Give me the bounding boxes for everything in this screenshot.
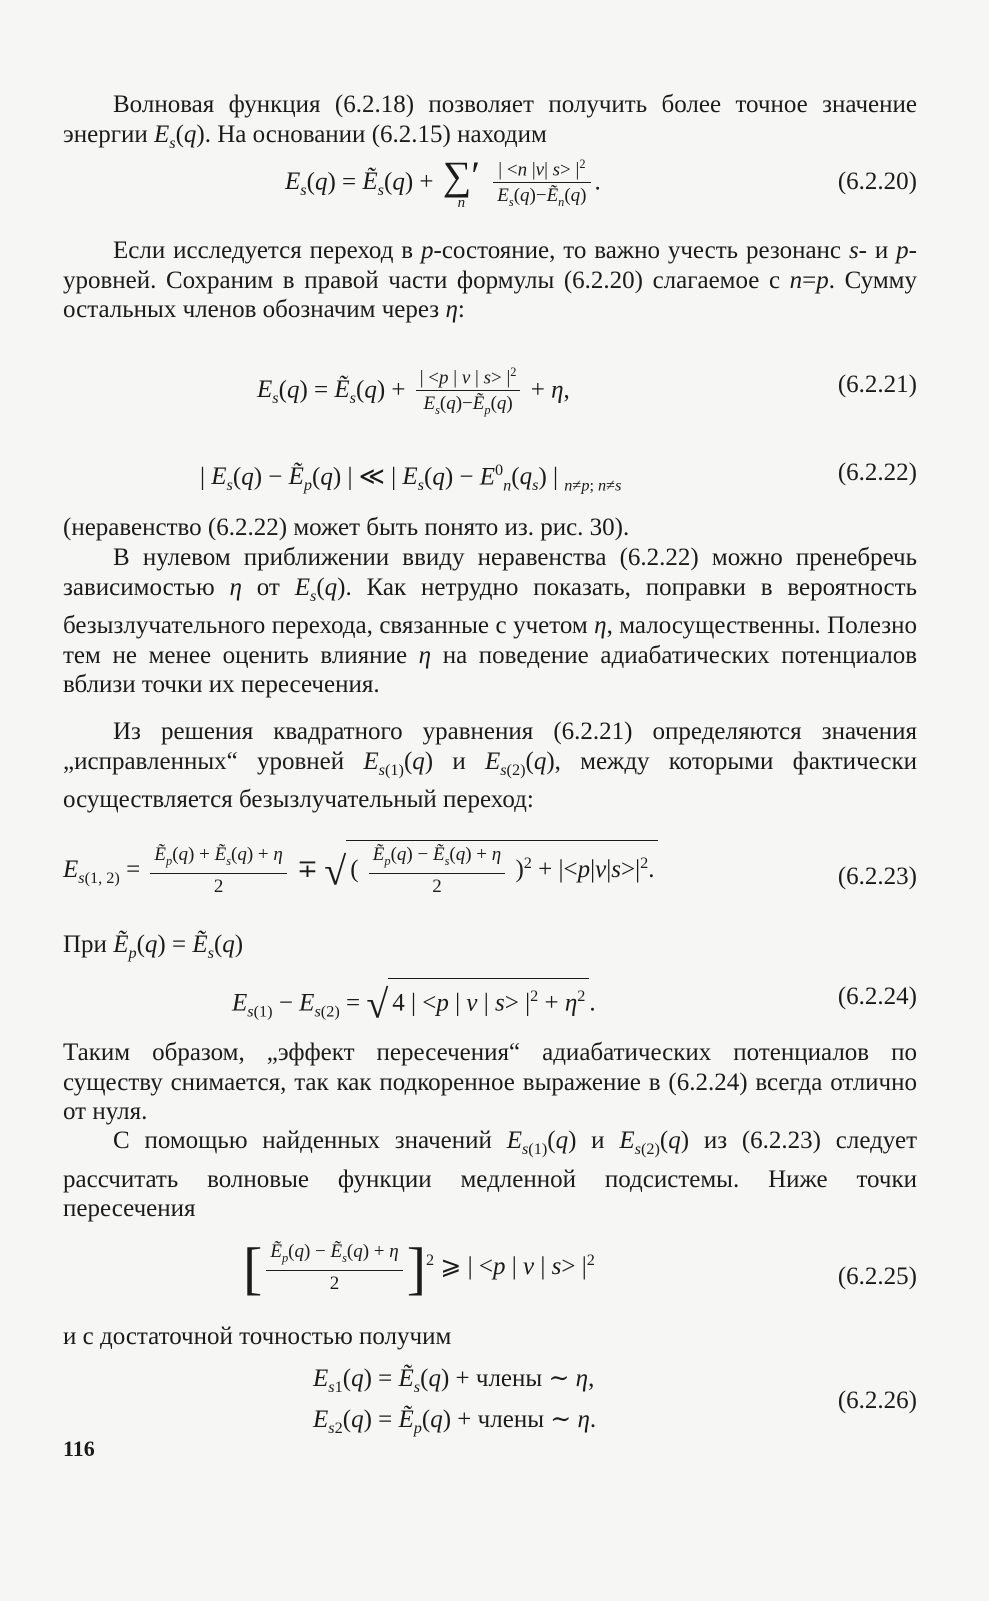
equation-number: (6.2.22) [837, 459, 917, 486]
equation-6-2-25: [ $\frac{Ẽ_p(q) - Ẽ_s(q) + \eta}{2}$ ]$^2$ ⩾ | <p | v | $s> |^2$ [243, 1235, 595, 1301]
paragraph-5: Из решения квадратного уравнения (6.2.21) определяются значения „исправленных“ уровней $E_{s(1)}(q)$ и $E_{s(2)}(q)$, между которыми фактически осуществляется безызлучательный переход: [63, 718, 917, 813]
paragraph-8: С помощью найденных значений $E_{s(1)}(q)$ и $E_{s(2)}(q)$ из (6.2.23) следует рассчитать волновые функции медленной подсистемы. Ниже точки пересечения [63, 1127, 918, 1222]
equation-6-2-22: | $E_s(q)$ − Ẽ$_p$(q) | ≪ | $E_s(q) - E^0_n(q_s)$ | $_{n\ne p; n\ne s}$ [200, 461, 622, 495]
paragraph-6: При Ẽ$_p$(q) = Ẽ$_s$(q) [63, 931, 244, 962]
equation-6-2-24: $E_{s(1)} - E_{s(2)}$ = √ 4 | <p | v | $s> |^2 + \eta^2$ . [232, 978, 596, 1026]
paragraph-2: Если исследуется переход в p-состояние, то важно учесть резонанс s- и p-уровней. Сохраним в правой части формулы (6.2.20) слагаемое с n=p. Сумму остальных членов обозначим через η: [63, 237, 917, 323]
equation-text: члены [475, 1365, 543, 1392]
equation-6-2-26-line-1: $E_{s1}(q)$ = Ẽ$_s$(q) + члены ∼ η, [313, 1365, 595, 1396]
equation-6-2-26-line-2: $E_{s2}(q)$ = Ẽ$_p$(q) + члены ∼ η. [313, 1406, 597, 1437]
paragraph-4: В нулевом приближении ввиду неравенства (6.2.22) можно пренебречь зависимостью η от $E_s(q)$. Как нетрудно показать, поправки в вероятность безызлучательного перехода, связанные с учетом η, малосущественны. Полезно тем не менее оценить влияние η на поведение адиабатических потенциалов вблизи точки их пересечения. [63, 544, 917, 698]
equation-6-2-23: $E_{s(1, 2)}$ = $\frac{Ẽ_p(q) + Ẽ_s(q) + \eta}{2}$ ∓ √ ( $\frac{Ẽ_p(q) - Ẽ_s(q) + \eta}{2}$ )$^2 + |<p|v|s>|^2$. [63, 840, 658, 900]
equation-text: члены [477, 1406, 544, 1433]
paragraph-7: Таким образом, „эффект пересечения“ адиабатических потенциалов по существу снимается, так как подкоренное выражение в (6.2.24) всегда отлично от нуля. [63, 1039, 917, 1125]
equation-6-2-20: $E_s(q)$ = Ẽ$_s$(q) + ∑′ n $\frac{| <n |v| s> |^2}{E_s(q)-Ẽ_n(q)}$ . [285, 152, 601, 211]
equation-6-2-21: $E_s(q)$ = Ẽ$_s$(q) + $\frac{| <p | v | s> |^2}{E_s(q)-Ẽ_p(q)}$ + η, [257, 360, 570, 423]
paragraph-1: Волновая функция (6.2.18) позволяет получить более точное значение энергии $E_s(q)$. На основании (6.2.15) находим [63, 91, 917, 152]
paragraph-3: (неравенство (6.2.22) может быть понято из. рис. 30). [63, 514, 630, 541]
equation-number: (6.2.23) [837, 863, 917, 890]
equation-number: (6.2.25) [837, 1263, 917, 1290]
equation-number: (6.2.21) [837, 371, 917, 398]
equation-number: (6.2.24) [837, 983, 917, 1010]
equation-number: (6.2.26) [837, 1387, 917, 1414]
page-number: 116 [63, 1436, 95, 1461]
equation-number: (6.2.20) [837, 168, 917, 195]
paragraph-9: и с достаточной точностью получим [63, 1323, 452, 1350]
